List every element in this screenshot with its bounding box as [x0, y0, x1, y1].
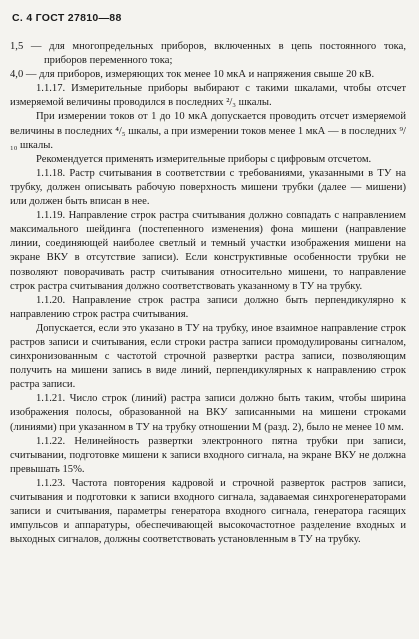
paragraph: 1.1.22. Нелинейность развертки электронного пятна трубки при записи, считывании, подготовке мишени к записи входного сигнала, на экране ВКУ не должна превышать 15%.: [10, 435, 406, 475]
paragraph: При измерении токов от 1 до 10 мкА допускается проводить отсчет измеряемой величины в последних ⁴/₅ шкалы, а при измерении токов менее 1 мкА — в последних ⁹/₁₀ шкалы.: [10, 111, 406, 151]
paragraph: 1,5 — для многопредельных приборов, включенных в цепь постоянного тока, приборов переменного тока;: [10, 41, 406, 67]
paragraph: 1.1.21. Число строк (линий) растра записи должно быть таким, чтобы ширина изображения полосы, образованной на ВКУ записанными на мишени строками (линиями) при указанном в ТУ на трубку отношении М (разд. 2), было не менее 10 мм.: [10, 393, 406, 433]
paragraph: 4,0 — для приборов, измеряющих ток менее 10 мкА и напряжения свыше 20 кВ.: [10, 69, 375, 81]
paragraph: Рекомендуется применять измерительные приборы с цифровым отсчетом.: [36, 153, 372, 165]
paragraph: 1.1.19. Направление строк растра считывания должно совпадать с направлением максимального шейдинга (постепенного изменения) фона мишени (направление линии, соединяющей наиболее светлый и темный участки изображения мишени на экране ВКУ в отсутствие записи). Если конструктивные особенности трубки не позволяют поворачивать растр считывания относительно мишени, то направление строк растра считывания должно соответствовать указанному в ТУ на трубку.: [10, 210, 406, 292]
paragraph: 1.1.20. Направление строк растра записи должно быть перпендикулярно к направлению строк растра считывания.: [10, 294, 406, 320]
document-body: [10, 40, 406, 547]
paragraph: 1.1.17. Измерительные приборы выбирают с такими шкалами, чтобы отсчет измеряемой величины проводился в последних ²/₃ шкалы.: [10, 83, 406, 109]
paragraph: 1.1.18. Растр считывания в соответствии с требованиями, указанными в ТУ на трубку, должен описывать рабочую поверхность мишени трубки (далее — мишени) или должен быть вписан в нее.: [10, 167, 406, 208]
page-header: С. 4 ГОСТ 27810—88: [12, 12, 122, 24]
paragraph: Допускается, если это указано в ТУ на трубку, иное взаимное направление строк растров записи и считывания, если строки растра записи промодулированы сигналом, синхронизованным с частотой строчной развертки растра записи, позволяющим получить на мишени запись в виде линий, перпендикулярных к направлению строк растра записи.: [10, 322, 406, 391]
paragraph: 1.1.23. Частота повторения кадровой и строчной разверток растров записи, считывания и подготовки к записи входного сигнала, задаваемая синхрогенераторами записи и считывания, параметры генератора входного сигнала, генератора гасящих импульсов и аппаратуры, обеспечивающей высокочастотное разделение входных и выходных сигналов, должны соответствовать установленным в ТУ на трубку.: [10, 477, 406, 546]
